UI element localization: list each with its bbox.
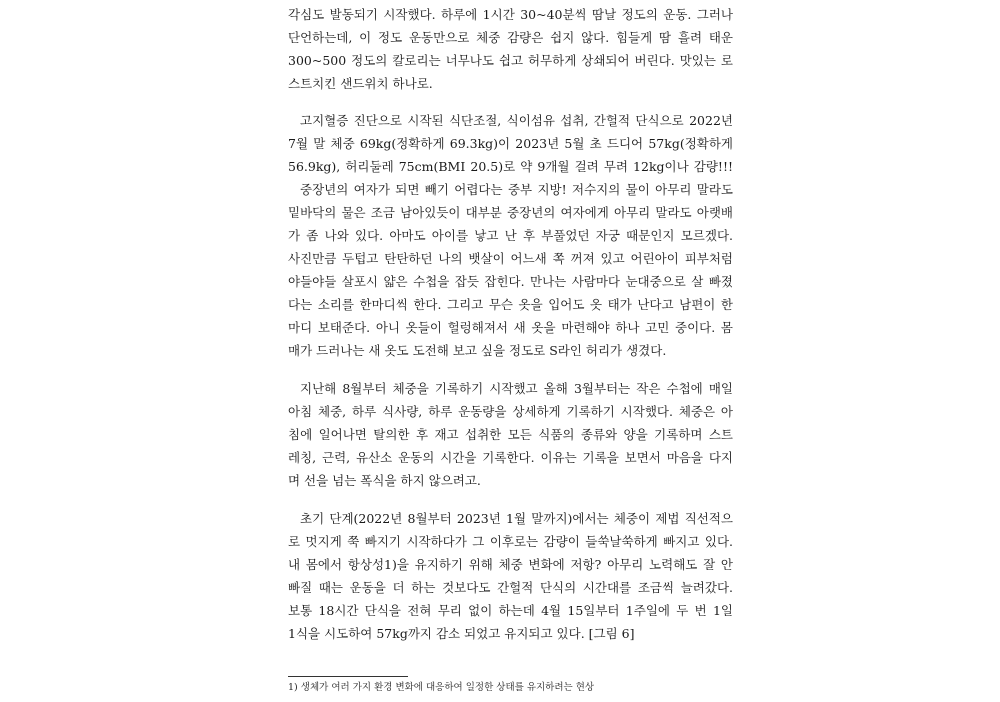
paragraph-2-line-9: 다는 소리를 한마디씩 한다. 그리고 무슨 옷을 입어도 옷 태가 난다고 남편이 한	[288, 297, 733, 312]
paragraph-4-line-1: 초기 단계(2022년 8월부터 2023년 1월 말까지)에서는 체중이 제법 직선적으	[300, 511, 733, 526]
paragraph-3-line-5: 며 선을 넘는 폭식을 하지 않으려고.	[288, 473, 481, 488]
paragraph-4-line-6: 1식을 시도하여 57kg까지 감소 되었고 유지되고 있다. [그림 6]	[288, 626, 635, 641]
paragraph-2-line-7: 사진만큼 두텁고 탄탄하던 나의 뱃살이 어느새 쪽 꺼져 있고 어린아이 피부처럼	[288, 251, 733, 266]
paragraph-4-line-2: 로 멋지게 쭉 빠지기 시작하다가 그 이후로는 감량이 들쑥날쑥하게 빠지고 있다.	[288, 534, 733, 549]
paragraph-2-line-3: 56.9kg), 허리둘레 75cm(BMI 20.5)로 약 9개월 걸려 무려 12kg이나 감량!!!	[288, 159, 733, 174]
paragraph-2-line-5: 밑바닥의 물은 조금 남아있듯이 대부분 중장년의 여자에게 아무리 말라도 아랫배	[288, 205, 733, 220]
paragraph-3-line-1: 지난해 8월부터 체중을 기록하기 시작했고 올해 3월부터는 작은 수첩에 매일	[300, 381, 733, 396]
footnote: 1) 생체가 여러 가지 환경 변화에 대응하여 일정한 상태를 유지하려는 현상	[288, 682, 595, 693]
paragraph-1-line-1: 각심도 발동되기 시작했다. 하루에 1시간 30~40분씩 땀날 정도의 운동. 그러나	[288, 7, 733, 22]
paragraph-2-line-10: 마디 보태준다. 아니 옷들이 헐렁해져서 새 옷을 마련해야 하나 고민 중이다. 몸	[288, 320, 733, 335]
paragraph-1-line-4: 스트치킨 샌드위치 하나로.	[288, 76, 433, 91]
paragraph-4-line-5: 보통 18시간 단식을 전혀 무리 없이 하는데 4월 15일부터 1주일에 두 번 1일	[288, 603, 733, 618]
paragraph-4-line-3: 내 몸에서 항상성1)을 유지하기 위해 체중 변화에 저항? 아무리 노력해도 잘 안	[288, 557, 733, 572]
paragraph-2-line-8: 야들야들 살포시 얇은 수첩을 잡듯 잡힌다. 만나는 사람마다 눈대중으로 살 빠졌	[288, 274, 733, 289]
paragraph-1-line-3: 300~500 정도의 칼로리는 너무나도 쉽고 허무하게 상쇄되어 버린다. 맛있는 로	[288, 53, 733, 68]
paragraph-2-line-4: 중장년의 여자가 되면 빼기 어렵다는 중부 지방! 저수지의 물이 아무리 말라도	[300, 182, 733, 197]
footnote-divider	[288, 676, 408, 677]
paragraph-1-line-2: 단언하는데, 이 정도 운동만으로 체중 감량은 쉽지 않다. 힘들게 땀 흘려 태운	[288, 30, 733, 45]
paragraph-4-line-4: 빠질 때는 운동을 더 하는 것보다도 간헐적 단식의 시간대를 조금씩 늘려갔다.	[288, 580, 733, 595]
paragraph-3-line-4: 레칭, 근력, 유산소 운동의 시간을 기록한다. 이유는 기록을 보면서 마음을 다지	[288, 450, 733, 465]
paragraph-2-line-6: 가 좀 나와 있다. 아마도 아이를 낳고 난 후 부풀었던 자궁 때문인지 모르겠다.	[288, 228, 733, 243]
paragraph-3-line-3: 침에 일어나면 탈의한 후 재고 섭취한 모든 식품의 종류와 양을 기록하며 스트	[288, 427, 733, 442]
paragraph-2-line-11: 매가 드러나는 새 옷도 도전해 보고 싶을 정도로 S라인 허리가 생겼다.	[288, 343, 667, 358]
paragraph-3-line-2: 아침 체중, 하루 식사량, 하루 운동량을 상세하게 기록하기 시작했다. 체중은 아	[288, 404, 733, 419]
paragraph-2-line-2: 7월 말 체중 69kg(정확하게 69.3kg)이 2023년 5월 초 드디어 57kg(정확하게	[288, 136, 733, 151]
paragraph-2-line-1: 고지혈증 진단으로 시작된 식단조절, 식이섬유 섭취, 간헐적 단식으로 2022년	[300, 113, 733, 128]
